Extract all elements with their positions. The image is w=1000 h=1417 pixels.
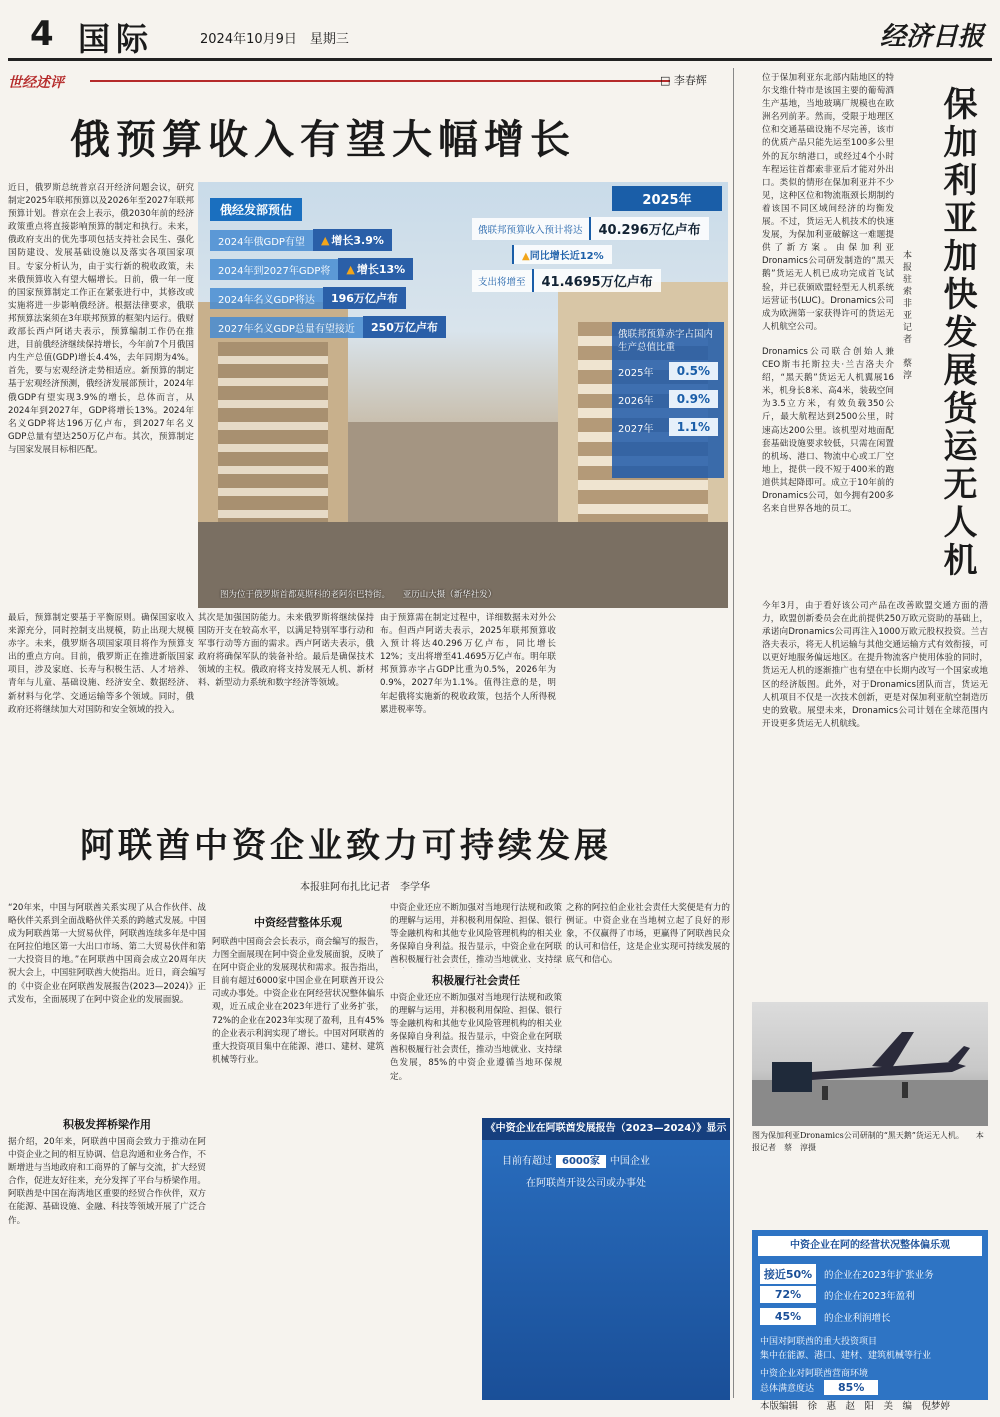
- forecast-row: [210, 316, 450, 338]
- deficit-row: [618, 418, 718, 436]
- budget-growth: ▲同比增长近12%: [512, 245, 612, 264]
- article-body-col1b: 据介绍，20年来，阿联酋中国商会致力于推动在阿中资企业之间的相互协调、信息沟通和业务合作，不断增进与当地政府和工商界的了解与交流，扩大经贸合作，促进友好往来，充分发挥了平台与桥梁作用。阿联酋是中国在海湾地区重要的经贸合作伙伴，双方在能源、基础设施、金融、科技等领域开展了广泛合作。: [8, 1137, 206, 1226]
- deficit-value: 0.5%: [669, 362, 718, 380]
- page-number: 4: [30, 14, 54, 54]
- subheading: 中资经营整体乐观: [254, 916, 342, 929]
- article-headline: 俄预算收入有望大幅增长: [70, 116, 576, 163]
- operations-title: 中资企业在阿的经营状况整体偏乐观: [758, 1236, 982, 1256]
- stat-desc: 的企业在2023年盈利: [824, 1290, 915, 1302]
- forecast-label: 2027年名义GDP总量有望接近: [210, 317, 363, 338]
- issue-date: 2024年10月9日 星期三: [200, 32, 349, 47]
- drone-photo: [752, 1002, 988, 1126]
- article-body-col3: 其次是加强国防能力。未来俄罗斯将继续保持国防开支在较高水平，以满足特别军事行动和军事行动等方面的需求。西卢阿诺夫表示，俄政府将确保军队的装备补给。最后是确保技术领域的主权。俄政府将支持发展无人机、新材料、新型动力系统和数字经济等领域。: [198, 613, 374, 689]
- article-byline: 本报驻阿布扎比记者 李学华: [300, 882, 430, 893]
- article-author: □ 李春辉: [660, 74, 707, 87]
- report-title: 《中资企业在阿联酋发展报告（2023—2024）》显示: [482, 1118, 730, 1140]
- operations-stat: [760, 1264, 934, 1284]
- subheading: 积极履行社会责任: [432, 974, 520, 987]
- stat-percent: 72%: [760, 1286, 816, 1303]
- report-companies-desc: 在阿联酋开设公司或办事处: [526, 1178, 646, 1189]
- forecast-label: 2024年俄GDP有望: [210, 230, 313, 251]
- forecast-value: 196万亿卢布: [323, 287, 406, 309]
- deficit-value: 0.9%: [669, 390, 718, 408]
- deficit-value: 1.1%: [669, 418, 718, 436]
- article-headline: 阿联酋中资企业致力可持续发展: [80, 826, 612, 866]
- article-body-col1: 近日，俄罗斯总统普京召开经济问题会议，研究制定2025年联邦预算以及2026年至2027年联邦预算计划。普京在会上表示，俄2030年前的经济政策重点将直接影响预算的制定和执行。未来，俄政府支出的优先事项包括支持社会民生、强化国防建设、发展基础设施以及落实各项国家项目。专家分析认为，由于实行新的税收政策，未来俄预算收入有望大幅增长。日前，俄一年一度的国家预算制定工作正在紧张进行中，其修改或实施将进一步影响俄经济。根据法律要求，俄联邦预算法案须在3年联邦预算的框架内运行。俄财政部长西卢阿诺夫表示，预算编制工作仍在推进，目前俄经济继续保持增长，今年前7个月俄国内生产总值(GDP)增长4.4%，去年同期为4%。首先，要与宏观经济走势相适应。新预算的制定基于宏观经济预测，俄经济发展部预计，2024年俄GDP有望实现3.9%的增长，总体而言，从2024年到2027年，GDP将增长13%。2024年名义GDP将达196万亿卢布，到2027年名义GDP总量有望达250万亿卢布。其次，预算制定与国家发展目标相匹配。: [8, 183, 194, 455]
- article-body-col1: “20年来，中国与阿联酋关系实现了从合作伙伴、战略伙伴关系到全面战略伙伴关系的跨越式发展。中国成为阿联酋第一大贸易伙伴，阿联酋连续多年是中国在阿拉伯地区第一大出口市场、第二大贸易伙伴和第一大投资目的地。”在阿联酋中国商会成立20周年庆祝大会上，中国驻阿联酋大使指出。近日，商会编写的《中资企业在阿联酋发展报告(2023—2024)》正式发布，全面展现了在阿中资企业的发展面貌。: [8, 903, 206, 1005]
- column-divider: [733, 68, 734, 1398]
- forecast-row: [210, 229, 450, 251]
- forecast-value: ▲ 增长13%: [338, 258, 413, 280]
- budget-row: [472, 269, 722, 292]
- env-satisfaction: 总体满意度达 85%: [760, 1380, 878, 1395]
- budget-row: [512, 245, 722, 264]
- invest-title: 中国对阿联酋的重大投资项目: [760, 1337, 878, 1347]
- invest-desc: 集中在能源、港口、建材、建筑机械等行业: [760, 1351, 932, 1361]
- satisfaction-value: 85%: [824, 1380, 878, 1395]
- infographic-operations: [752, 1230, 988, 1400]
- forecast-label: 2024年名义GDP将达: [210, 288, 323, 309]
- deficit-row: [618, 390, 718, 408]
- forecast-value: 250万亿卢布: [363, 316, 446, 338]
- infographic-budget: [472, 186, 722, 297]
- budget-year: 2025年: [612, 186, 722, 211]
- forecast-row: [210, 258, 450, 280]
- budget-row: [472, 217, 722, 240]
- photo-caption: 图为位于俄罗斯首都莫斯科的老阿尔巴特街。 亚历山大摄（新华社发）: [220, 590, 497, 600]
- forecast-value: ▲ 增长3.9%: [313, 229, 392, 251]
- stat-desc: 的企业在2023年扩张业务: [824, 1270, 934, 1281]
- article-body-col3a: 中资企业还应不断加强对当地现行法规和政策的理解与运用，并积极利用保险、担保、银行等金融机构和其他专业风险管理机构的相关业务保障自身利益。报告显示，中资企业在阿联酋积极履行社会责任，推动当地就业、支持绿: [390, 903, 562, 966]
- subheading: 积极发挥桥梁作用: [63, 1118, 151, 1131]
- operations-stat: [760, 1308, 891, 1325]
- deficit-year: 2026年: [618, 395, 654, 407]
- column-kicker: 世经述评: [8, 75, 64, 91]
- infographic-forecast: [210, 198, 450, 345]
- report-companies-line: 目前有超过 6000家 中国企业: [502, 1156, 650, 1167]
- budget-label: 俄联邦预算收入预计将达: [472, 218, 589, 240]
- section-title: 国际: [78, 20, 155, 58]
- deficit-year: 2025年: [618, 367, 654, 379]
- stat-desc: 的企业利润增长: [824, 1312, 891, 1324]
- article-body-col3: 今年3月，由于看好该公司产品在改善欧盟交通方面的潜力，欧盟创新委员会在此前提供250万欧元资助的基础上，承诺向Dronamics公司再注入1000万欧元股权投资。兰吉洛夫表示，将无人机运输与其他交通运输方式有效衔接，可以更好地服务偏远地区。在提升物流客户使用体验的同时，货运无人机的逐渐推广也有望在中长期内改写一个国家或地区的经济版图。此外，对于Dronamics团队而言，货运无人机项目不仅是一次技术创新，更是对保加利亚航空制造历史的致敬。展望未来，Dronamics公司计划在全球范围内开设更多货运无人机航线。: [762, 601, 988, 729]
- deficit-panel: [612, 322, 724, 478]
- article-body-col2: 最后，预算制定要基于平衡原则。确保国家收入来源充分，同时控制支出规模，防止出现大规模赤字。未来，俄罗斯各项国家项目将作为预算支出的重点方向。目前，俄罗斯正在推进新版国家项目，涉及家庭、长寿与积极生活、人才培养、青年与儿童、基础设施、经济安全、数据经济、新材料与化学、交通运输等多个领域。同时，俄政府还将继续加大对国防和安全领域的投入。: [8, 613, 194, 715]
- forecast-row: [210, 287, 450, 309]
- operations-stat: [760, 1286, 915, 1303]
- increase-icon: ▲: [346, 263, 355, 276]
- deficit-title: 俄联邦预算赤字占国内生产总值比重: [618, 329, 714, 353]
- article-headline: 保加利亚加快发展货运无人机: [937, 86, 977, 580]
- header-rule: [8, 58, 992, 61]
- page-footer-editors: 本版编辑 徐 惠 赵 阳 美 编 倪梦婷: [760, 1401, 951, 1412]
- deficit-year: 2027年: [618, 423, 654, 435]
- budget-value: 40.296万亿卢布: [589, 217, 709, 240]
- companies-count: 6000家: [556, 1155, 606, 1168]
- infographic-forecast-title: 俄经发部预估: [210, 198, 302, 221]
- env-label: 中资企业对阿联酋营商环境: [760, 1369, 869, 1379]
- infographic-report: [482, 1118, 730, 1400]
- forecast-label: 2024年到2027年GDP将: [210, 259, 338, 280]
- article-body-col4: 之称的阿拉伯企业社会责任大奖便是有力的例证。中资企业在当地树立起了良好的形象，不仅赢得了市场，更赢得了阿联酋民众的认可和信任，这是企业实现可持续发展的底气和信心。: [566, 903, 730, 966]
- article-body-col1: 位于保加利亚东北部内陆地区的特尔戈维什特市是该国主要的葡萄酒生产基地，当地玻璃厂规模也在欧洲名列前茅。然而，受限于地理区位和交通基础设施不尽完善，该市的优质产品只能先运至100多公里外的瓦尔纳港口，或经过4个小时车程运往首都索非亚后才能对外出口。类似的情形在保加利亚并不少见，这种区位和物流瓶颈长期制约着该国不同区域间经济的均衡发展。不过，货运无人机技术的快速发展，为保加利亚破解这一难题提供了新方案。由保加利亚Dronamics公司研发制造的“黑天鹅”货运无人机已成功完成首飞试验，并已获颁欧盟轻型无人机系统运营证书(LUC)。Dronamics公司成为欧洲第一家获得许可的货运无人机航空公司。: [762, 73, 894, 332]
- masthead-logo: 经济日报: [880, 22, 985, 52]
- budget-label: 支出将增至: [472, 270, 532, 292]
- article-byline: 本报驻索非亚记者 蔡淳: [901, 250, 911, 382]
- drone-illustration: [752, 1002, 988, 1126]
- page-header: [0, 0, 1000, 62]
- photo-caption: 图为保加利亚Dronamics公司研制的“黑天鹅”货运无人机。 本报记者 蔡 淳摄: [752, 1131, 984, 1152]
- increase-icon: ▲: [320, 234, 330, 247]
- deficit-row: [618, 362, 718, 380]
- article-body-col4: 由于预算需在制定过程中，详细数据未对外公布。但西卢阿诺夫表示，2025年联邦预算收入预计将达40.296万亿卢布，同比增长12%；支出将增至41.4695万亿卢布。明年联邦预算赤字占GDP比重为0.5%，2026年为0.9%，2027年为1.1%。值得注意的是，明年起俄将实施新的税收政策，包括个人所得税累进税率等。: [380, 613, 556, 715]
- kicker-rule: [90, 80, 670, 82]
- increase-icon: ▲: [522, 251, 530, 262]
- article-body-col3b: 中资企业还应不断加强对当地现行法规和政策的理解与运用，并积极利用保险、担保、银行等金融机构和其他专业风险管理机构的相关业务保障自身利益。报告显示，中资企业在阿联酋积极履行社会责任，推动当地就业、支持绿色发展，85%的中资企业遵循当地环保规定。: [390, 993, 562, 1082]
- article-body-col2: Dronamics公司联合创始人兼CEO斯韦托斯拉夫·兰吉洛夫介绍，“黑天鹅”货运无人机翼展16米，机身长8米、高4米，装载空间为3.5立方米，有效负载350公斤，最大航程达到2500公里，时速高达200公里。该机型对地面配套基础设施要求较低，只需在闲置的机场、港口、物流中心或工厂空地上，提供一段不短于400米的跑道供其起降即可。成立于10年前的Dronamics公司，如今拥有200多名来自世界各地的员工。: [762, 347, 894, 515]
- stat-percent: 接近50%: [760, 1264, 816, 1284]
- stat-percent: 45%: [760, 1308, 816, 1325]
- budget-value: 41.4695万亿卢布: [532, 269, 661, 292]
- article-body-col2: 阿联酋中国商会会长表示，商会编写的报告，力图全面展现在阿中资企业发展面貌，反映了在阿中资企业的发展现状和需求。报告指出，目前有超过6000家中国企业在阿联酋开设公司或办事处。中资企业在阿经营状况整体偏乐观，近五成企业在2023年进行了业务扩张，72%的企业在2023年实现了盈利，且有45%的企业表示利润实现了增长。中国对阿联酋的重大投资项目集中在能源、港口、建材、建筑机械等行业。: [212, 937, 384, 1065]
